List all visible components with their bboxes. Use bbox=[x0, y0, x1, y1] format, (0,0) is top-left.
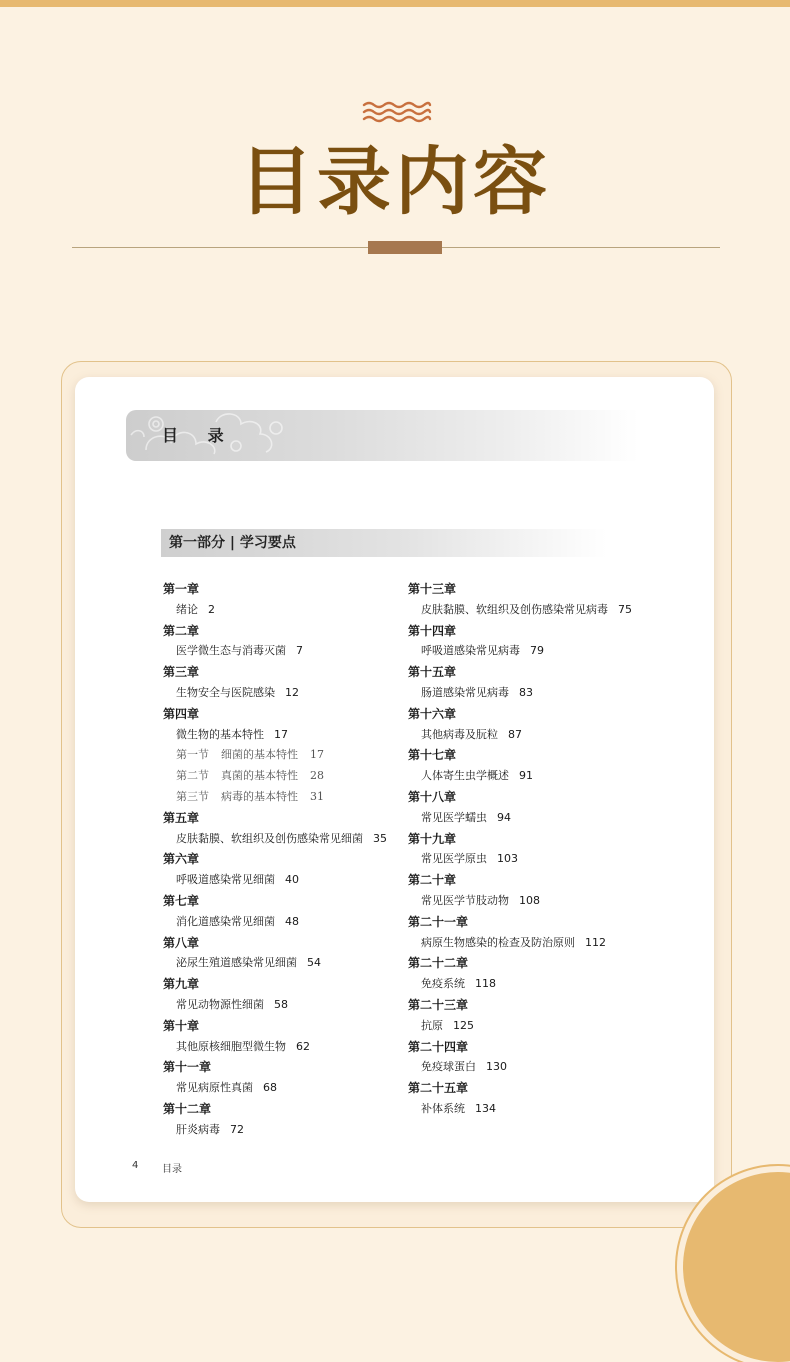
toc-entry bbox=[163, 683, 423, 704]
toc-entry bbox=[408, 725, 668, 746]
toc-entry-page: 40 bbox=[285, 873, 299, 887]
chapter-heading: 第十五章 bbox=[408, 665, 457, 680]
toc-column-right bbox=[408, 579, 668, 1120]
toc-entry-title: 肝炎病毒 bbox=[176, 1122, 220, 1136]
chapter-heading: 第十四章 bbox=[408, 623, 457, 638]
chapter-heading: 第二十一章 bbox=[408, 914, 469, 929]
toc-entry-page: 108 bbox=[519, 893, 540, 907]
chapter-heading: 第九章 bbox=[163, 977, 200, 992]
chapter-heading: 第二十二章 bbox=[408, 956, 469, 971]
toc-entry bbox=[408, 1057, 668, 1078]
toc-section-number: 第三节 bbox=[176, 789, 209, 803]
toc-section bbox=[163, 745, 423, 766]
toc-entry-page: 79 bbox=[530, 644, 544, 658]
toc-entry-title: 抗原 bbox=[421, 1018, 443, 1032]
toc-entry-title: 常见动物源性细菌 bbox=[176, 997, 264, 1011]
toc-entry bbox=[163, 953, 423, 974]
toc-entry bbox=[408, 808, 668, 829]
toc-entry bbox=[163, 600, 423, 621]
toc-section-number: 第一节 bbox=[176, 748, 209, 762]
toc-entry bbox=[163, 725, 423, 746]
toc-entry bbox=[408, 891, 668, 912]
toc-entry-page: 17 bbox=[274, 727, 288, 741]
toc-entry bbox=[163, 829, 423, 850]
toc-entry bbox=[408, 600, 668, 621]
toc-entry-title: 微生物的基本特性 bbox=[176, 727, 264, 741]
toc-entry-page: 83 bbox=[519, 685, 533, 699]
toc-section bbox=[163, 787, 423, 808]
chapter-heading: 第十一章 bbox=[163, 1060, 212, 1075]
toc-entry-page: 48 bbox=[285, 914, 299, 928]
toc-entry bbox=[408, 641, 668, 662]
top-accent-bar bbox=[0, 0, 790, 7]
toc-entry-page: 35 bbox=[373, 831, 387, 845]
toc-entry-title: 皮肤黏膜、软组织及创伤感染常见病毒 bbox=[421, 602, 608, 616]
toc-entry-page: 118 bbox=[475, 977, 496, 991]
toc-entry-title: 呼吸道感染常见病毒 bbox=[421, 644, 520, 658]
chapter-heading: 第二章 bbox=[163, 623, 200, 638]
toc-entry-title: 常见医学原虫 bbox=[421, 852, 487, 866]
toc-entry-page: 54 bbox=[307, 956, 321, 970]
toc-entry bbox=[163, 641, 423, 662]
toc-entry-page: 130 bbox=[486, 1060, 507, 1074]
toc-section-page: 17 bbox=[310, 748, 324, 762]
toc-entry-title: 医学微生态与消毒灭菌 bbox=[176, 644, 286, 658]
toc-entry bbox=[163, 912, 423, 933]
toc-entry-page: 134 bbox=[475, 1101, 496, 1115]
chapter-heading: 第六章 bbox=[163, 852, 200, 867]
toc-entry bbox=[408, 1099, 668, 1120]
toc-entry-page: 12 bbox=[285, 685, 299, 699]
toc-entry-title: 免疫球蛋白 bbox=[421, 1060, 476, 1074]
toc-section-page: 31 bbox=[310, 789, 324, 803]
toc-entry bbox=[408, 1016, 668, 1037]
chapter-heading: 第二十章 bbox=[408, 873, 457, 888]
toc-entry-title: 免疫系统 bbox=[421, 977, 465, 991]
toc-section-title: 病毒的基本特性 bbox=[221, 789, 298, 803]
chapter-heading: 第十七章 bbox=[408, 748, 457, 763]
toc-section-page: 28 bbox=[310, 769, 324, 783]
chapter-heading: 第十二章 bbox=[163, 1101, 212, 1116]
page-title: 目录内容 bbox=[239, 139, 551, 225]
chapter-heading: 第七章 bbox=[163, 893, 200, 908]
chapter-heading: 第二十五章 bbox=[408, 1081, 469, 1096]
toc-title: 目 录 bbox=[162, 426, 236, 445]
toc-entry-page: 87 bbox=[508, 727, 522, 741]
toc-entry-page: 62 bbox=[296, 1039, 310, 1053]
toc-entry-title: 绪论 bbox=[176, 602, 198, 616]
toc-entry-title: 呼吸道感染常见细菌 bbox=[176, 873, 275, 887]
part-title: 第一部分 | 学习要点 bbox=[169, 535, 296, 551]
toc-entry bbox=[408, 683, 668, 704]
toc-entry bbox=[163, 870, 423, 891]
toc-entry bbox=[163, 995, 423, 1016]
chapter-heading: 第一章 bbox=[163, 582, 200, 596]
toc-entry bbox=[163, 1037, 423, 1058]
toc-entry-page: 75 bbox=[618, 602, 632, 616]
chapter-heading: 第十章 bbox=[163, 1018, 200, 1033]
chapter-heading: 第二十三章 bbox=[408, 997, 469, 1012]
toc-entry-title: 补体系统 bbox=[421, 1101, 465, 1115]
toc-entry-page: 125 bbox=[453, 1018, 474, 1032]
toc-entry bbox=[408, 933, 668, 954]
toc-entry-title: 消化道感染常见细菌 bbox=[176, 914, 275, 928]
toc-entry-title: 人体寄生虫学概述 bbox=[421, 769, 509, 783]
chapter-heading: 第八章 bbox=[163, 935, 200, 950]
toc-entry bbox=[163, 1120, 423, 1141]
chapter-heading: 第十六章 bbox=[408, 706, 457, 721]
toc-entry-title: 泌尿生殖道感染常见细菌 bbox=[176, 956, 297, 970]
toc-entry-title: 其他病毒及朊粒 bbox=[421, 727, 498, 741]
toc-entry-title: 其他原核细胞型微生物 bbox=[176, 1039, 286, 1053]
toc-banner bbox=[126, 410, 638, 461]
chapter-heading: 第十三章 bbox=[408, 582, 457, 596]
chapter-heading: 第十八章 bbox=[408, 789, 457, 804]
toc-entry-page: 58 bbox=[274, 997, 288, 1011]
toc-entry-page: 7 bbox=[296, 644, 303, 658]
toc-entry-page: 2 bbox=[208, 602, 215, 616]
toc-section-number: 第二节 bbox=[176, 769, 209, 783]
toc-entry bbox=[163, 1078, 423, 1099]
chapter-heading: 第二十四章 bbox=[408, 1039, 469, 1054]
toc-entry-title: 皮肤黏膜、软组织及创伤感染常见细菌 bbox=[176, 831, 363, 845]
toc-entry-title: 常见病原性真菌 bbox=[176, 1081, 253, 1095]
toc-entry-page: 94 bbox=[497, 810, 511, 824]
toc-entry-page: 112 bbox=[585, 935, 606, 949]
toc-entry-page: 68 bbox=[263, 1081, 277, 1095]
chapter-heading: 第五章 bbox=[163, 810, 200, 825]
toc-entry-title: 病原生物感染的检查及防治原则 bbox=[421, 935, 575, 949]
toc-section-title: 细菌的基本特性 bbox=[221, 748, 298, 762]
toc-entry-page: 91 bbox=[519, 769, 533, 783]
toc-entry-page: 103 bbox=[497, 852, 518, 866]
part-header bbox=[161, 529, 607, 557]
toc-section bbox=[163, 766, 423, 787]
toc-entry-title: 生物安全与医院感染 bbox=[176, 685, 275, 699]
wave-ornament-icon bbox=[362, 100, 432, 124]
toc-entry bbox=[408, 849, 668, 870]
toc-entry bbox=[408, 766, 668, 787]
chapter-heading: 第十九章 bbox=[408, 831, 457, 846]
footer-page-number: 4 bbox=[132, 1160, 139, 1171]
toc-entry-title: 常见医学节肢动物 bbox=[421, 893, 509, 907]
toc-entry bbox=[408, 974, 668, 995]
toc-entry-page: 72 bbox=[230, 1122, 244, 1136]
chapter-heading: 第四章 bbox=[163, 706, 200, 721]
toc-entry-title: 肠道感染常见病毒 bbox=[421, 685, 509, 699]
footer-label: 目录 bbox=[162, 1164, 182, 1175]
toc-column-left bbox=[163, 579, 423, 1141]
chapter-heading: 第三章 bbox=[163, 665, 200, 680]
header-divider-mark bbox=[368, 241, 442, 254]
toc-entry-title: 常见医学蠕虫 bbox=[421, 810, 487, 824]
toc-section-title: 真菌的基本特性 bbox=[221, 769, 298, 783]
